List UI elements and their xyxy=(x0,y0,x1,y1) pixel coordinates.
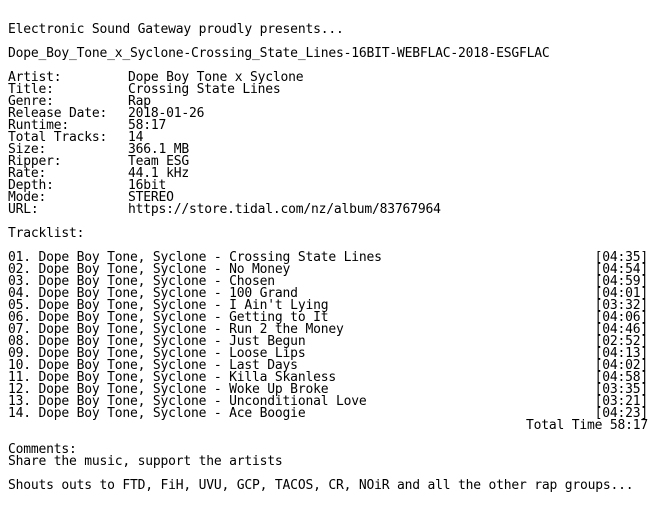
track-title: 03. Dope Boy Tone, Syclone - Chosen xyxy=(8,274,275,289)
spacer xyxy=(8,60,672,72)
info-value: 366.1 MB xyxy=(128,142,190,157)
info-key: Rate: xyxy=(8,166,47,181)
info-row-rate xyxy=(8,168,672,180)
info-row-artist xyxy=(8,72,672,84)
info-value: Rap xyxy=(128,94,151,109)
info-row-title xyxy=(8,84,672,96)
info-value: STEREO xyxy=(128,190,174,205)
track-title: 10. Dope Boy Tone, Syclone - Last Days xyxy=(8,358,298,373)
info-row-genre xyxy=(8,96,672,108)
info-value: Team ESG xyxy=(128,154,190,169)
track-duration: [04:46] xyxy=(594,322,648,337)
track-duration: [04:54] xyxy=(594,262,648,277)
info-row-depth xyxy=(8,180,672,192)
release-name: Dope_Boy_Tone_x_Syclone-Crossing_State_Lines-16BIT-WEBFLAC-2018-ESGFLAC xyxy=(8,46,550,61)
nfo-document xyxy=(8,24,672,492)
track-duration: [03:21] xyxy=(594,394,648,409)
total-time: Total Time 58:17 xyxy=(525,418,648,433)
tracklist xyxy=(8,252,672,432)
info-row-ripper xyxy=(8,156,672,168)
info-key: Ripper: xyxy=(8,154,62,169)
info-value: 2018-01-26 xyxy=(128,106,205,121)
track-duration: [04:06] xyxy=(594,310,648,325)
info-row-runtime xyxy=(8,120,672,132)
info-row-release-date xyxy=(8,108,672,120)
track-title: 07. Dope Boy Tone, Syclone - Run 2 the Money xyxy=(8,322,344,337)
track-duration: [03:35] xyxy=(594,382,648,397)
track-title: 01. Dope Boy Tone, Syclone - Crossing State Lines xyxy=(8,250,382,265)
info-value: 14 xyxy=(128,130,144,145)
info-key: URL: xyxy=(8,202,39,217)
track-duration: [03:32] xyxy=(594,298,648,313)
track-title: 02. Dope Boy Tone, Syclone - No Money xyxy=(8,262,291,277)
track-title: 14. Dope Boy Tone, Syclone - Ace Boogie xyxy=(8,406,306,421)
comments-heading: Comments: xyxy=(8,442,77,457)
track-title: 12. Dope Boy Tone, Syclone - Woke Up Broke xyxy=(8,382,329,397)
track-duration: [04:23] xyxy=(594,406,648,421)
track-duration: [04:59] xyxy=(594,274,648,289)
info-row-size xyxy=(8,144,672,156)
info-value: Crossing State Lines xyxy=(128,82,281,97)
info-block xyxy=(8,72,672,216)
info-key: Release Date: xyxy=(8,106,108,121)
info-key: Depth: xyxy=(8,178,54,193)
tracklist-heading: Tracklist: xyxy=(8,226,85,241)
presents-line: Electronic Sound Gateway proudly presents... xyxy=(8,22,344,37)
info-key: Title: xyxy=(8,82,54,97)
track-duration: [04:02] xyxy=(594,358,648,373)
info-value: 44.1 kHz xyxy=(128,166,190,181)
track-title: 05. Dope Boy Tone, Syclone - I Ain't Lying xyxy=(8,298,329,313)
track-title: 09. Dope Boy Tone, Syclone - Loose Lips xyxy=(8,346,306,361)
track-title: 06. Dope Boy Tone, Syclone - Getting to It xyxy=(8,310,329,325)
info-row-total-tracks xyxy=(8,132,672,144)
info-key: Runtime: xyxy=(8,118,70,133)
track-title: 08. Dope Boy Tone, Syclone - Just Begun xyxy=(8,334,306,349)
info-key: Total Tracks: xyxy=(8,130,108,145)
track-duration: [04:58] xyxy=(594,370,648,385)
track-title: 13. Dope Boy Tone, Syclone - Unconditional Love xyxy=(8,394,367,409)
spacer xyxy=(8,432,672,444)
info-value: Dope Boy Tone x Syclone xyxy=(128,70,304,85)
info-key: Artist: xyxy=(8,70,62,85)
info-key: Size: xyxy=(8,142,47,157)
info-url[interactable]: https://store.tidal.com/nz/album/83767964 xyxy=(128,202,441,217)
shouts-line: Shouts outs to FTD, FiH, UVU, GCP, TACOS, CR, NOiR and all the other rap groups... xyxy=(8,478,634,493)
info-value: 58:17 xyxy=(128,118,167,133)
track-duration: [04:01] xyxy=(594,286,648,301)
spacer xyxy=(8,216,672,228)
track-title: 11. Dope Boy Tone, Syclone - Killa Skanless xyxy=(8,370,336,385)
track-title: 04. Dope Boy Tone, Syclone - 100 Grand xyxy=(8,286,298,301)
track-duration: [04:35] xyxy=(594,250,648,265)
info-row-url xyxy=(8,204,672,216)
info-value: 16bit xyxy=(128,178,167,193)
track-duration: [04:13] xyxy=(594,346,648,361)
info-key: Genre: xyxy=(8,94,54,109)
info-key: Mode: xyxy=(8,190,47,205)
comments-text: Share the music, support the artists xyxy=(8,454,283,469)
track-duration: [02:52] xyxy=(594,334,648,349)
